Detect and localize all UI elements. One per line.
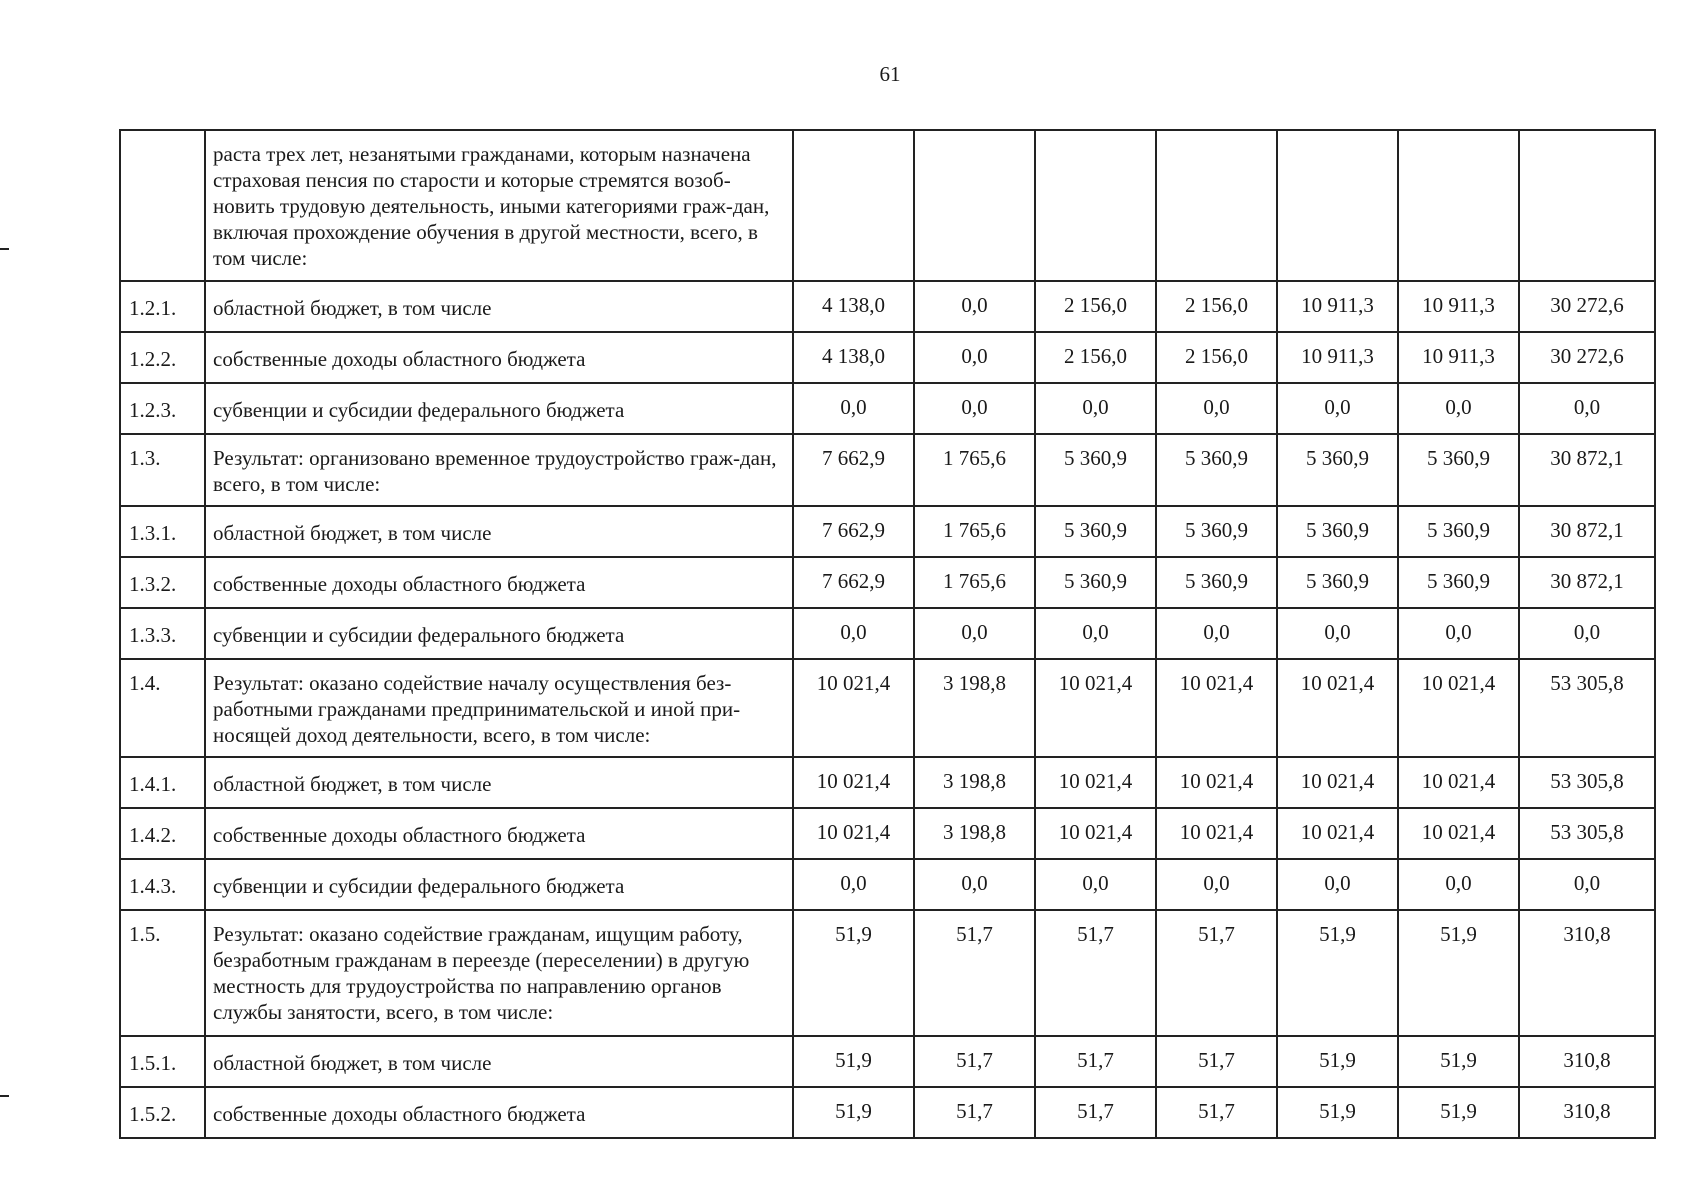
row-description: Результат: оказано содействие гражданам, ищущим работу, безработным гражданам в переезде (переселении) в другую местность для трудоустройства по направлению органов службы занятости, всего, в том числе: (205, 910, 793, 1036)
value-cell: 0,0 (914, 859, 1035, 910)
value-cell: 0,0 (914, 281, 1035, 332)
value-cell: 51,7 (1156, 1087, 1277, 1138)
value-cell: 0,0 (914, 332, 1035, 383)
value-cell: 10 021,4 (793, 757, 914, 808)
margin-tick-top (0, 248, 9, 250)
row-description: Результат: организовано временное трудоустройство граж-дан, всего, в том числе: (205, 434, 793, 506)
row-code: 1.3.2. (120, 557, 205, 608)
row-code: 1.3.3. (120, 608, 205, 659)
value-cell: 10 021,4 (793, 659, 914, 757)
value-cell: 2 156,0 (1035, 281, 1156, 332)
row-code: 1.4. (120, 659, 205, 757)
value-cell: 51,9 (1398, 1036, 1519, 1087)
value-cell: 4 138,0 (793, 281, 914, 332)
row-description: собственные доходы областного бюджета (205, 1087, 793, 1138)
value-cell: 51,7 (1035, 910, 1156, 1036)
value-cell: 10 021,4 (1277, 659, 1398, 757)
value-cell: 51,7 (914, 910, 1035, 1036)
row-code: 1.4.2. (120, 808, 205, 859)
value-cell: 5 360,9 (1398, 506, 1519, 557)
value-cell (1035, 130, 1156, 281)
value-cell: 10 911,3 (1398, 332, 1519, 383)
value-cell: 10 021,4 (1035, 757, 1156, 808)
value-cell: 5 360,9 (1156, 434, 1277, 506)
value-cell: 5 360,9 (1156, 557, 1277, 608)
value-cell: 310,8 (1519, 1087, 1655, 1138)
value-cell: 0,0 (1519, 859, 1655, 910)
row-description: субвенции и субсидии федерального бюджета (205, 608, 793, 659)
value-cell: 51,7 (1156, 1036, 1277, 1087)
value-cell: 53 305,8 (1519, 659, 1655, 757)
value-cell: 0,0 (1277, 608, 1398, 659)
value-cell: 0,0 (914, 608, 1035, 659)
value-cell: 51,9 (1398, 910, 1519, 1036)
row-description: областной бюджет, в том числе (205, 506, 793, 557)
table-row (120, 910, 1655, 1036)
value-cell: 0,0 (1277, 859, 1398, 910)
value-cell: 30 872,1 (1519, 557, 1655, 608)
value-cell: 51,9 (1277, 1036, 1398, 1087)
value-cell: 10 021,4 (1277, 808, 1398, 859)
row-description: Результат: оказано содействие началу осуществления без-работными гражданами предпринимательской и иной при-носящей доход деятельности, всего, в том числе: (205, 659, 793, 757)
value-cell: 5 360,9 (1035, 434, 1156, 506)
value-cell: 0,0 (1519, 383, 1655, 434)
table-row (120, 808, 1655, 859)
value-cell: 10 021,4 (1156, 808, 1277, 859)
value-cell: 30 872,1 (1519, 434, 1655, 506)
value-cell: 0,0 (793, 383, 914, 434)
value-cell: 53 305,8 (1519, 757, 1655, 808)
value-cell: 51,7 (1035, 1087, 1156, 1138)
value-cell: 51,7 (914, 1036, 1035, 1087)
table-row (120, 1036, 1655, 1087)
value-cell: 2 156,0 (1035, 332, 1156, 383)
value-cell: 30 272,6 (1519, 281, 1655, 332)
value-cell: 5 360,9 (1277, 434, 1398, 506)
value-cell: 10 911,3 (1277, 281, 1398, 332)
table-row (120, 608, 1655, 659)
row-description: областной бюджет, в том числе (205, 281, 793, 332)
value-cell: 0,0 (1398, 859, 1519, 910)
value-cell: 2 156,0 (1156, 281, 1277, 332)
value-cell: 10 021,4 (1398, 659, 1519, 757)
value-cell: 0,0 (793, 608, 914, 659)
value-cell: 10 021,4 (793, 808, 914, 859)
value-cell: 51,9 (1277, 910, 1398, 1036)
value-cell: 5 360,9 (1398, 557, 1519, 608)
value-cell: 0,0 (1156, 383, 1277, 434)
value-cell: 5 360,9 (1398, 434, 1519, 506)
row-description: собственные доходы областного бюджета (205, 332, 793, 383)
value-cell: 5 360,9 (1277, 557, 1398, 608)
row-code: 1.2.3. (120, 383, 205, 434)
value-cell: 3 198,8 (914, 757, 1035, 808)
row-description: областной бюджет, в том числе (205, 1036, 793, 1087)
value-cell: 3 198,8 (914, 808, 1035, 859)
value-cell: 51,9 (793, 1036, 914, 1087)
value-cell: 0,0 (1035, 859, 1156, 910)
value-cell: 10 911,3 (1398, 281, 1519, 332)
value-cell: 51,9 (1277, 1087, 1398, 1138)
value-cell (914, 130, 1035, 281)
value-cell: 310,8 (1519, 1036, 1655, 1087)
value-cell: 1 765,6 (914, 506, 1035, 557)
table-row (120, 1087, 1655, 1138)
value-cell: 30 272,6 (1519, 332, 1655, 383)
table-row (120, 383, 1655, 434)
table-row (120, 757, 1655, 808)
value-cell: 0,0 (1398, 383, 1519, 434)
budget-table (119, 129, 1656, 1139)
value-cell: 0,0 (1035, 608, 1156, 659)
table-row (120, 281, 1655, 332)
table-row (120, 859, 1655, 910)
row-code: 1.3.1. (120, 506, 205, 557)
value-cell: 51,7 (914, 1087, 1035, 1138)
value-cell (793, 130, 914, 281)
row-code: 1.3. (120, 434, 205, 506)
value-cell: 53 305,8 (1519, 808, 1655, 859)
row-code: 1.2.2. (120, 332, 205, 383)
value-cell: 10 021,4 (1035, 808, 1156, 859)
row-description: областной бюджет, в том числе (205, 757, 793, 808)
value-cell: 4 138,0 (793, 332, 914, 383)
table-row (120, 659, 1655, 757)
value-cell (1519, 130, 1655, 281)
value-cell: 0,0 (914, 383, 1035, 434)
table-row (120, 130, 1655, 281)
row-code: 1.2.1. (120, 281, 205, 332)
value-cell: 10 911,3 (1277, 332, 1398, 383)
value-cell: 10 021,4 (1156, 757, 1277, 808)
table-row (120, 506, 1655, 557)
value-cell (1277, 130, 1398, 281)
value-cell: 51,9 (793, 1087, 914, 1138)
value-cell: 10 021,4 (1035, 659, 1156, 757)
value-cell: 51,7 (1156, 910, 1277, 1036)
value-cell: 1 765,6 (914, 434, 1035, 506)
page-number: 61 (879, 62, 901, 86)
value-cell: 310,8 (1519, 910, 1655, 1036)
value-cell (1156, 130, 1277, 281)
value-cell: 0,0 (1156, 608, 1277, 659)
row-code: 1.5.1. (120, 1036, 205, 1087)
table-row (120, 557, 1655, 608)
value-cell (1398, 130, 1519, 281)
value-cell: 2 156,0 (1156, 332, 1277, 383)
row-code: 1.4.1. (120, 757, 205, 808)
value-cell: 30 872,1 (1519, 506, 1655, 557)
value-cell: 0,0 (1519, 608, 1655, 659)
row-description: раста трех лет, незанятыми гражданами, которым назначена страховая пенсия по старости и которые стремятся возоб-новить трудовую деятельность, иными категориями граж-дан, включая прохождение обучения в другой местности, всего, в том числе: (205, 130, 793, 281)
row-description: субвенции и субсидии федерального бюджета (205, 859, 793, 910)
value-cell: 1 765,6 (914, 557, 1035, 608)
value-cell: 0,0 (793, 859, 914, 910)
value-cell: 0,0 (1398, 608, 1519, 659)
row-description: собственные доходы областного бюджета (205, 808, 793, 859)
table-row (120, 434, 1655, 506)
row-description: собственные доходы областного бюджета (205, 557, 793, 608)
row-code: 1.4.3. (120, 859, 205, 910)
value-cell: 5 360,9 (1156, 506, 1277, 557)
value-cell: 10 021,4 (1156, 659, 1277, 757)
value-cell: 10 021,4 (1398, 757, 1519, 808)
value-cell: 0,0 (1277, 383, 1398, 434)
value-cell: 0,0 (1035, 383, 1156, 434)
value-cell: 7 662,9 (793, 506, 914, 557)
row-code: 1.5.2. (120, 1087, 205, 1138)
margin-tick-bottom (0, 1095, 9, 1097)
value-cell: 10 021,4 (1398, 808, 1519, 859)
value-cell: 7 662,9 (793, 434, 914, 506)
table-row (120, 332, 1655, 383)
value-cell: 51,7 (1035, 1036, 1156, 1087)
value-cell: 5 360,9 (1035, 557, 1156, 608)
row-description: субвенции и субсидии федерального бюджета (205, 383, 793, 434)
value-cell: 3 198,8 (914, 659, 1035, 757)
row-code: 1.5. (120, 910, 205, 1036)
value-cell: 10 021,4 (1277, 757, 1398, 808)
row-code (120, 130, 205, 281)
value-cell: 5 360,9 (1277, 506, 1398, 557)
value-cell: 7 662,9 (793, 557, 914, 608)
value-cell: 0,0 (1156, 859, 1277, 910)
value-cell: 51,9 (793, 910, 914, 1036)
value-cell: 5 360,9 (1035, 506, 1156, 557)
value-cell: 51,9 (1398, 1087, 1519, 1138)
